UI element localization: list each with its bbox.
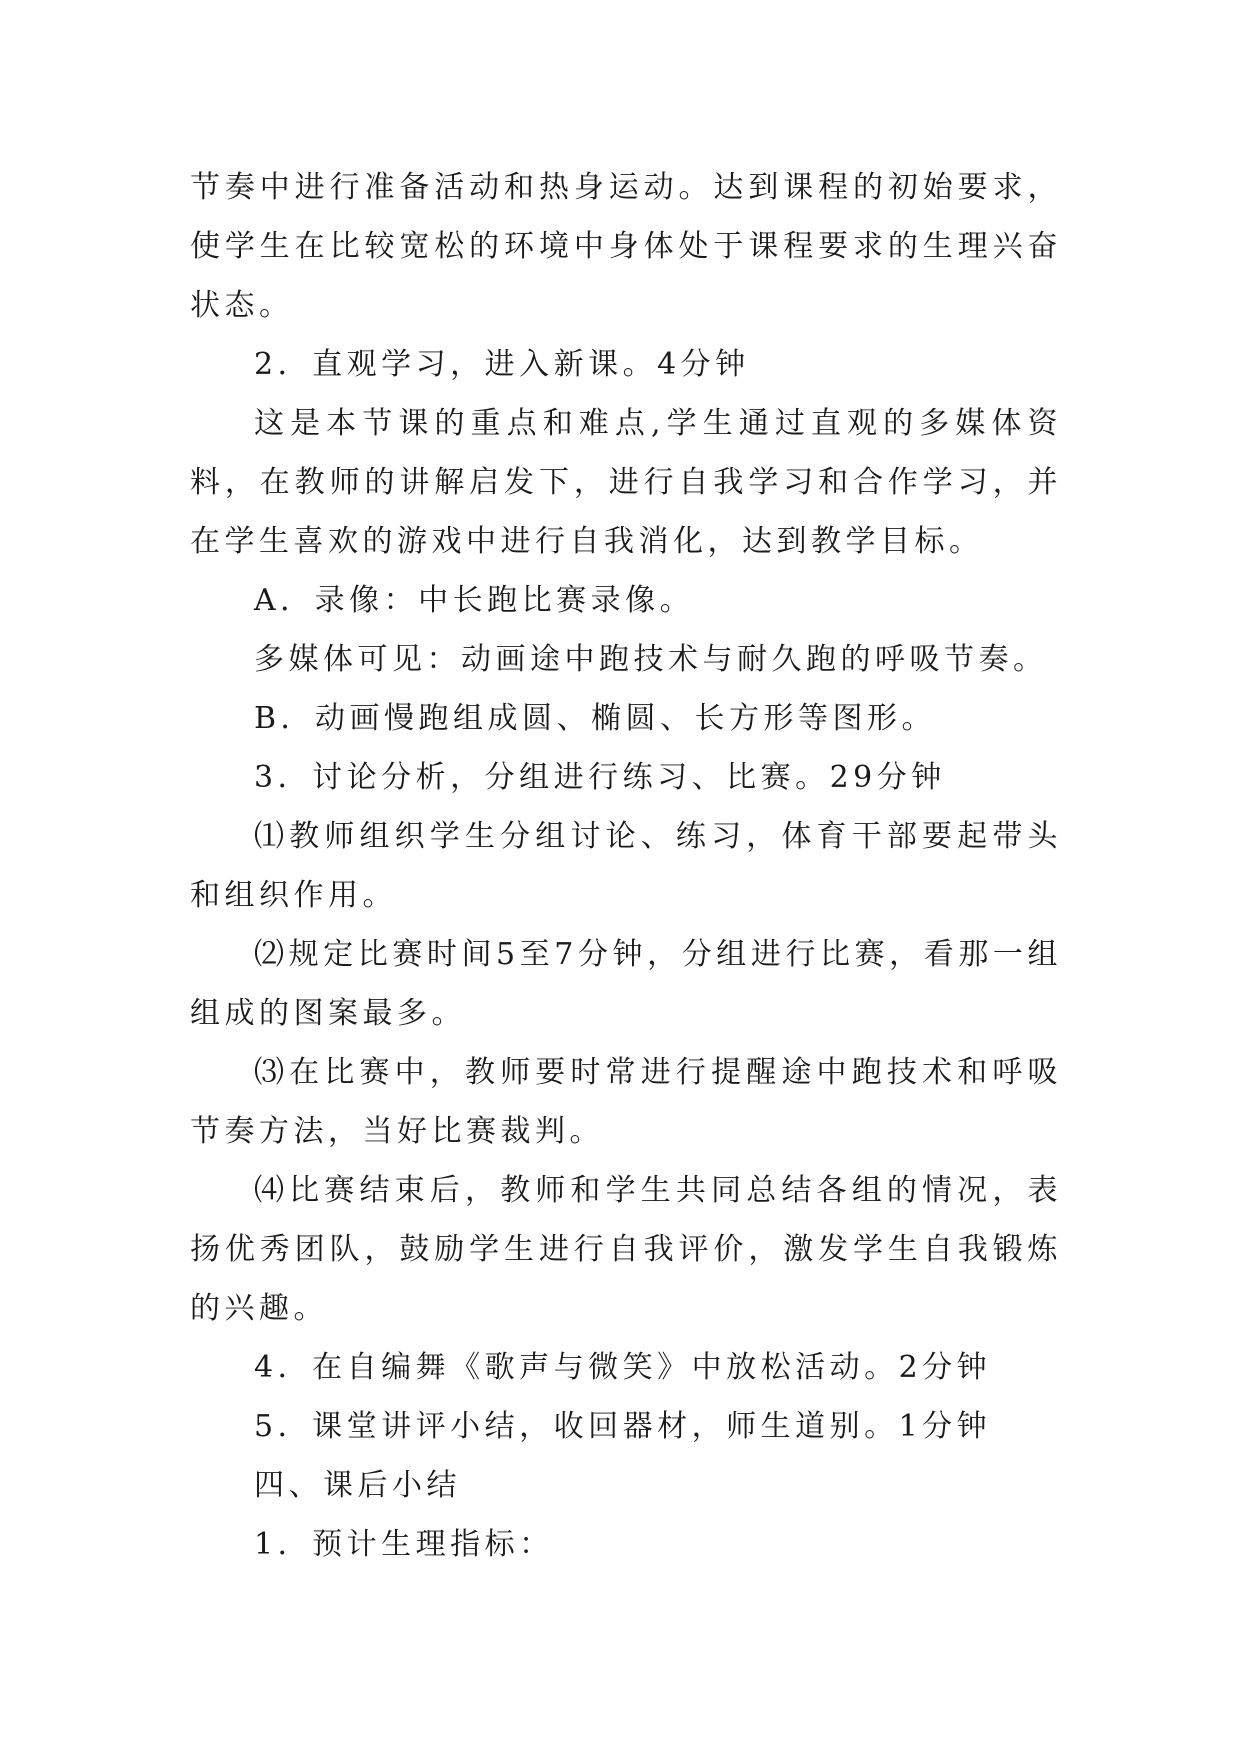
list-item-2: ⑵规定比赛时间5至7分钟，分组进行比赛，看那一组组成的图案最多。 — [190, 937, 1062, 1031]
heading-step-2: 2．直观学习，进入新课。4分钟 — [254, 347, 750, 382]
section-heading-summary: 四、课后小结 — [254, 1468, 461, 1503]
list-item-1: ⑴教师组织学生分组讨论、练习，体育干部要起带头和组织作用。 — [190, 819, 1062, 913]
list-item-3: ⑶在比赛中，教师要时常进行提醒途中跑技术和呼吸节奏方法，当好比赛裁判。 — [190, 1055, 1062, 1149]
heading-step-5: 5．课堂讲评小结，收回器材，师生道别。1分钟 — [254, 1409, 992, 1444]
list-item-a-video: A．录像：中长跑比赛录像。 — [254, 583, 695, 618]
heading-physiological-indicators: 1．预计生理指标： — [254, 1527, 554, 1562]
paragraph-continuation: 节奏中进行准备活动和热身运动。达到课程的初始要求，使学生在比较宽松的环境中身体处于课程要求的生理兴奋状态。 — [190, 170, 1062, 323]
list-item-multimedia: 多媒体可见：动画途中跑技术与耐久跑的呼吸节奏。 — [254, 642, 1048, 677]
list-item-b-animation: B．动画慢跑组成圆、椭圆、长方形等图形。 — [254, 701, 937, 736]
list-item-4: ⑷比赛结束后，教师和学生共同总结各组的情况，表扬优秀团队，鼓励学生进行自我评价，激发学生自我锻炼的兴趣。 — [190, 1173, 1062, 1326]
heading-step-3: 3．讨论分析，分组进行练习、比赛。29分钟 — [254, 760, 946, 795]
paragraph-step-2-description: 这是本节课的重点和难点,学生通过直观的多媒体资料，在教师的讲解启发下，进行自我学习和合作学习，并在学生喜欢的游戏中进行自我消化，达到教学目标。 — [190, 406, 1062, 559]
heading-step-4: 4．在自编舞《歌声与微笑》中放松活动。2分钟 — [254, 1350, 992, 1385]
document-body — [190, 158, 1062, 1574]
